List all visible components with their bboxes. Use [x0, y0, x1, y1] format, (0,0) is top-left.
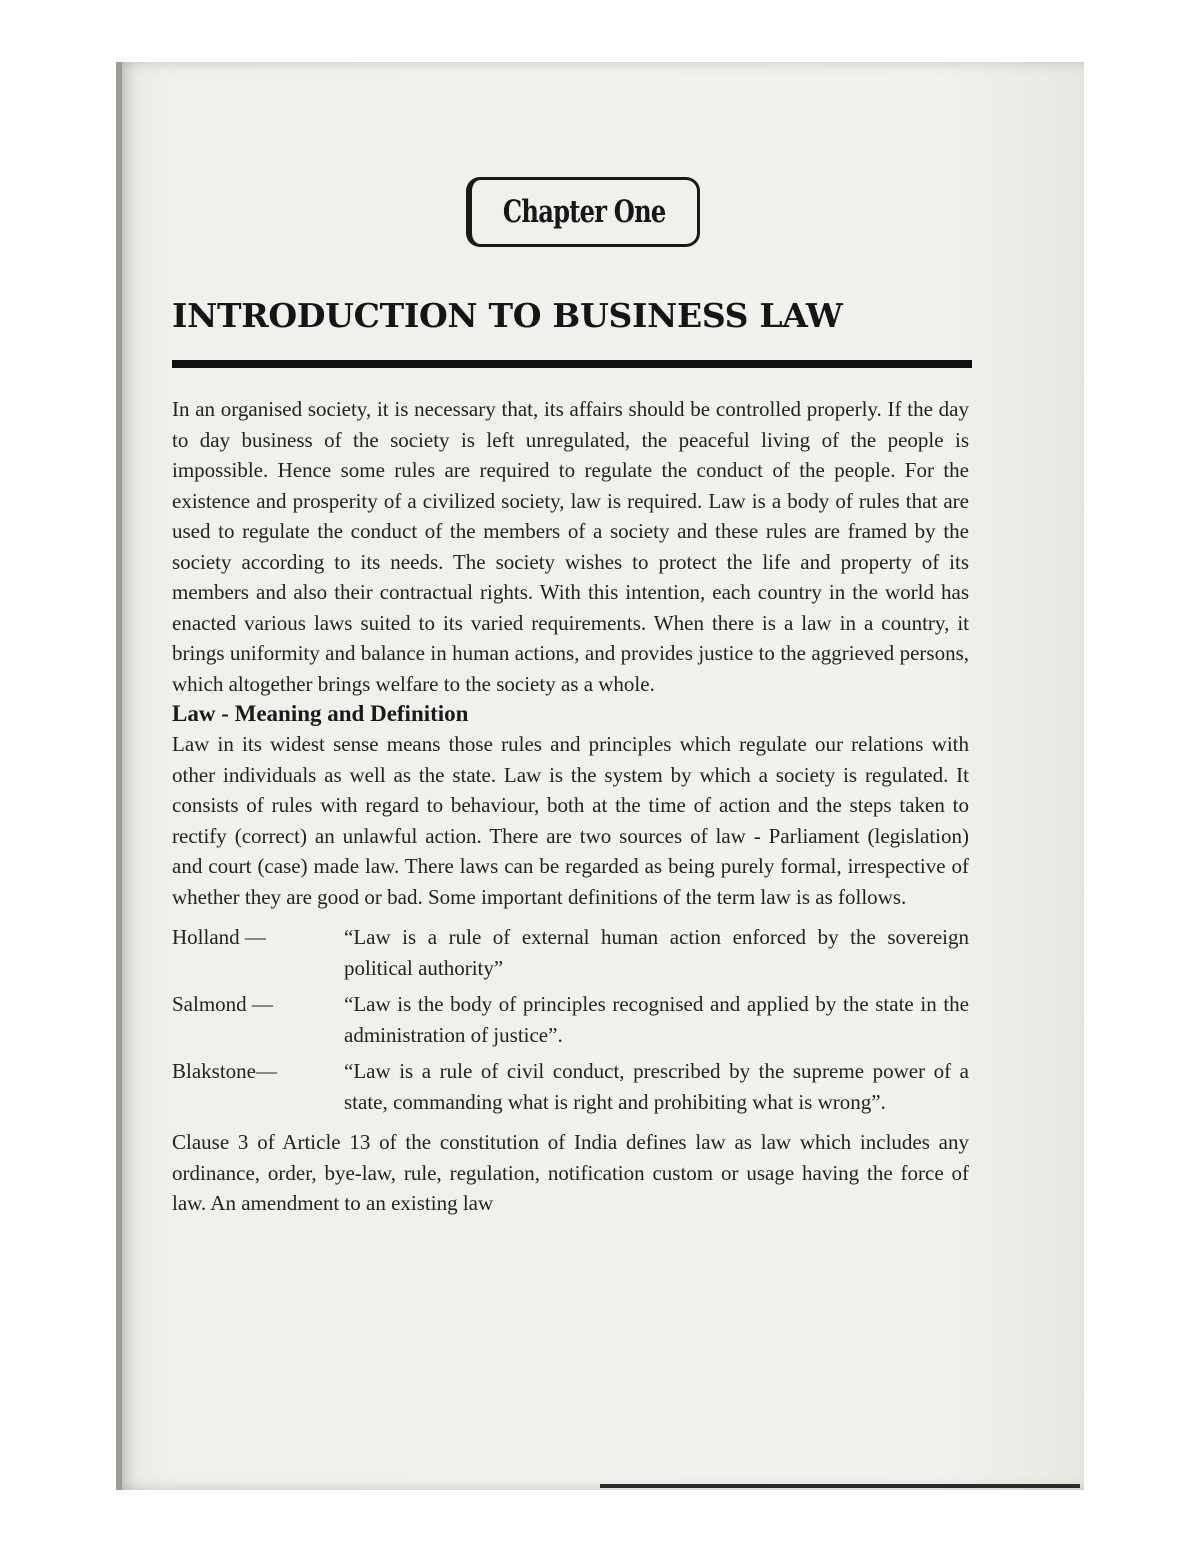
definition-term: Holland — [172, 925, 266, 949]
page-body [172, 394, 969, 1219]
intro-paragraph: In an organised society, it is necessary that, its affairs should be controlled properly. If the day to day business of the society is left unregulated, the peaceful living of the people is impossible. Hence some rules are required to regulate the conduct of the people. For the existence and prosperity of a civilized society, law is required. Law is a body of rules that are used to regulate the conduct of the members of a society and these rules are framed by the society according to its needs. The society wishes to protect the life and property of its members and also their contractual rights. With this intention, each country in the world has enacted various laws suited to its varied requirements. When there is a law in a country, it brings uniformity and balance in human actions, and provides justice to the aggrieved persons, which altogether brings welfare to the society as a whole. [172, 397, 969, 696]
definition-text: “Law is a rule of civil conduct, prescribed by the supreme power of a state, commanding what is right and prohibiting what is wrong”. [344, 1059, 969, 1114]
section-paragraph: Law in its widest sense means those rules and principles which regulate our relations with other individuals as well as the state. Law is the system by which a society is regulated. It consists of rules with regard to behaviour, both at the time of action and the steps taken to rectify (correct) an unlawful action. There are two sources of law - Parliament (legislation) and court (case) made law. There laws can be regarded as being purely formal, irrespective of whether they are good or bad. Some important definitions of the term law is as follows. [172, 732, 969, 909]
definition-term: Salmond — [172, 992, 273, 1016]
page-edge [116, 62, 122, 1490]
chapter-label-box [466, 177, 700, 247]
page-bottom-rule [600, 1484, 1080, 1488]
definition-term: Blakstone— [172, 1059, 277, 1083]
definition-item [172, 1056, 969, 1117]
title-underline [172, 360, 972, 368]
definition-text: “Law is a rule of external human action enforced by the sovereign political authority” [344, 925, 969, 980]
closing-paragraph: Clause 3 of Article 13 of the constitution of India defines law as law which includes any ordinance, order, bye-law, rule, regulation, notification custom or usage having the force of law. An amendment to an existing law [172, 1130, 969, 1215]
chapter-label: Chapter One [503, 194, 666, 230]
definition-text: “Law is the body of principles recognised and applied by the state in the administration of justice”. [344, 992, 969, 1047]
page-title: INTRODUCTION TO BUSINESS LAW [172, 296, 843, 335]
definition-item [172, 989, 969, 1050]
definition-item [172, 922, 969, 983]
section-heading: Law - Meaning and Definition [172, 701, 469, 726]
definitions-list [172, 922, 969, 1117]
